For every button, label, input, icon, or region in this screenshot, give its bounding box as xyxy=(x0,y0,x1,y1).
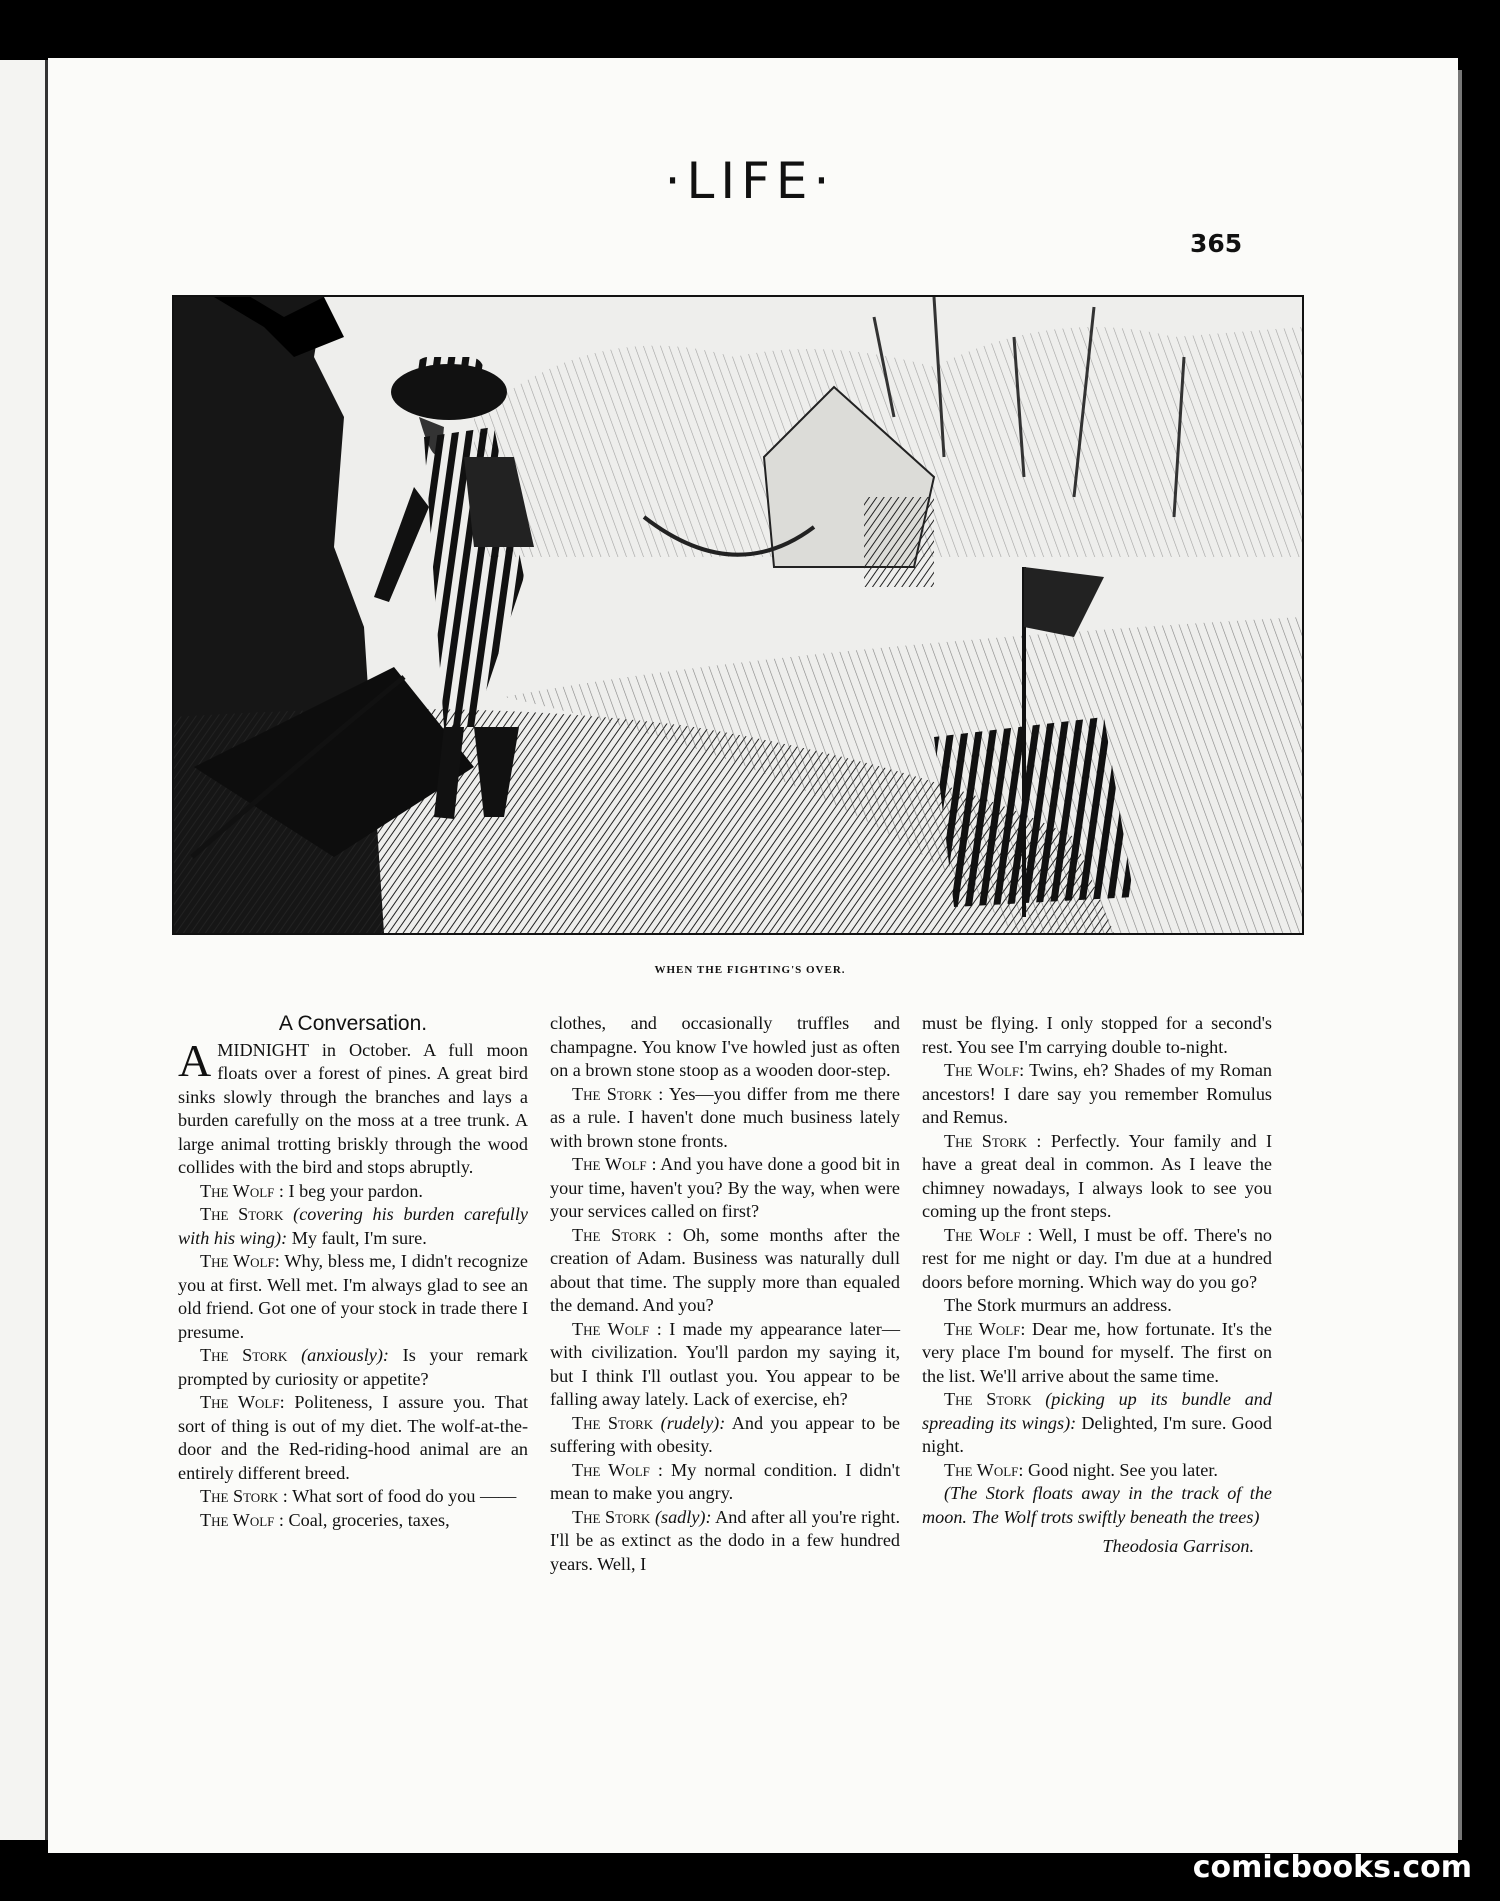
text-column-3 xyxy=(922,1012,1272,1559)
paragraph: must be flying. I only stopped for a second's rest. You see I'm carrying double to-night. xyxy=(922,1013,1272,1057)
paragraph: The Stork : Oh, some months after the creation of Adam. Business was naturally dull about that time. The supply more than equaled the demand. And you? xyxy=(550,1224,900,1315)
paragraph: The Stork (picking up its bundle and spreading its wings): Delighted, I'm sure. Good night. xyxy=(922,1389,1272,1456)
paragraph: The Wolf : I beg your pardon. xyxy=(200,1180,423,1201)
paragraph: The Wolf : And you have done a good bit in your time, haven't you? By the way, when were your services called on first? xyxy=(550,1154,900,1221)
paragraph: The Wolf: Politeness, I assure you. That sort of thing is out of my diet. The wolf-at-the-door and the Red-riding-hood animal are an entirely different breed. xyxy=(178,1392,528,1483)
paragraph: The Wolf : I made my appearance later—with civilization. You'll pardon my saying it, but I think I'll outlast you. You appear to be falling away lately. Lack of exercise, eh? xyxy=(550,1318,901,1409)
stage-direction: (The Stork floats away in the track of the moon. The Wolf trots swiftly beneath the trees) xyxy=(922,1483,1272,1527)
paragraph: The Wolf: Why, bless me, I didn't recognize you at first. Well met. I'm always glad to see an old friend. Got one of your stock in trade there I presume. xyxy=(178,1251,529,1342)
paragraph: The Stork : Yes—you differ from me there as a rule. I haven't done much business lately with brown stone fronts. xyxy=(550,1083,900,1151)
paragraph: The Wolf: Good night. See you later. xyxy=(944,1459,1218,1480)
paragraph: The Stork : Perfectly. Your family and I have a great deal in common. As I leave the chimney nowadays, I always look to see you coming up the front steps. xyxy=(922,1130,1273,1221)
paragraph: The Stork murmurs an address. xyxy=(944,1295,1172,1315)
masthead: ·LIFE· xyxy=(664,152,836,210)
cartoon-caption: WHEN THE FIGHTING'S OVER. xyxy=(654,964,846,976)
paragraph: The Wolf : My normal condition. I didn't mean to make you angry. xyxy=(550,1459,900,1503)
paragraph: clothes, and occasionally truffles and champagne. You know I've howled just as often on a brown stone stoop as a wooden door-step. xyxy=(550,1013,900,1080)
paragraph: The Stork (rudely): And you appear to be suffering with obesity. xyxy=(550,1412,901,1456)
watermark: comicbooks.com xyxy=(1192,1850,1472,1885)
page-edge-shadow xyxy=(1458,70,1462,1840)
facing-page-edge xyxy=(0,60,48,1840)
paragraph: The Stork (anxiously): Is your remark prompted by curiosity or appetite? xyxy=(178,1345,528,1389)
paragraph: AMIDNIGHT in October. A full moon floats over a forest of pines. A great bird sinks slowly through the branches and lays a burden carefully on the moss at a tree trunk. A large animal trotting briskly through the wood collides with the bird and stops abruptly. xyxy=(178,1034,528,1177)
paragraph: The Wolf : Coal, groceries, taxes, xyxy=(200,1509,450,1530)
author-signature: Theodosia Garrison. xyxy=(1102,1536,1254,1556)
page-number: 365 xyxy=(1190,229,1243,258)
text-column-2 xyxy=(550,1012,900,1576)
drop-cap: A xyxy=(178,1034,212,1086)
paragraph: The Stork (covering his burden carefully with his wing): My fault, I'm sure. xyxy=(178,1204,528,1248)
article-title: A Conversation. xyxy=(278,1012,428,1035)
text-column-1 xyxy=(178,1012,528,1532)
paragraph: The Wolf: Twins, eh? Shades of my Roman ancestors! I dare say you remember Romulus and Remus. xyxy=(922,1060,1273,1127)
paragraph: The Stork (sadly): And after all you're right. I'll be as extinct as the dodo in a few hundred years. Well, I xyxy=(550,1506,900,1574)
paragraph: The Wolf : Well, I must be off. There's no rest for me night or day. I'm due at a hundred doors before morning. Which way do you go? xyxy=(922,1224,1273,1292)
paragraph: The Wolf: Dear me, how fortunate. It's the very place I'm bound for myself. The first on the list. We'll arrive about the same time. xyxy=(922,1318,1272,1386)
cartoon-illustration xyxy=(172,295,1304,935)
paragraph: The Stork : What sort of food do you —— xyxy=(200,1486,517,1506)
